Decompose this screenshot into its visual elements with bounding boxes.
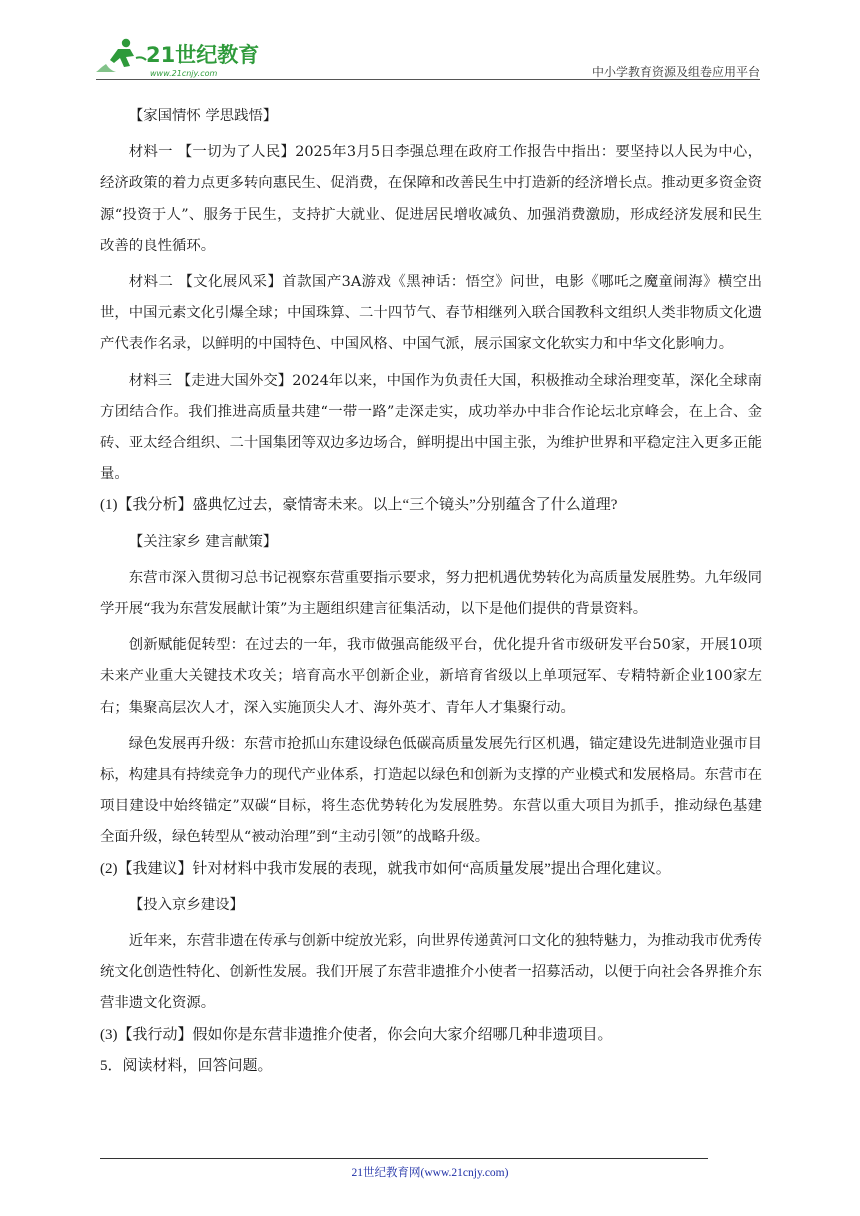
document-body [100, 101, 762, 1082]
material-3-label: 材料三 [128, 372, 173, 389]
question-1: (1)【我分析】盛典忆过去，豪情寄未来。以上“三个镜头”分别蕴含了什么道理? [100, 497, 618, 514]
material-2 [100, 267, 762, 361]
material-2-label: 材料二 [128, 274, 174, 291]
page-footer: 21世纪教育网(www.21cnjy.com) [351, 1167, 509, 1179]
page-header [96, 30, 760, 80]
header-divider [96, 79, 760, 80]
header-platform-name: 中小学教育资源及组卷应用平台 [591, 65, 760, 79]
material-1 [100, 137, 762, 262]
material-3 [100, 366, 762, 491]
material-2-text: 【文化展风采】首款国产3A游戏《黑神话：悟空》问世，电影《哪吒之魔童闹海》横空出世，中国元素文化引爆全球；中国珠算、二十四节气、春节相继列入联合国教科文组织人类非物质文化遗产代表作名录，以鲜明的中国特色、中国风格、中国气派，展示国家文化软实力和中华文化影响力。 [100, 274, 762, 353]
logo-url: www.21cnjy.com [150, 69, 218, 78]
section-2-intro: 东营市深入贯彻习总书记视察东营重要指示要求，努力把机遇优势转化为高质量发展胜势。九年级同学开展“我为东营发展献计策”为主题组织建言征集活动，以下是他们提供的背景资料。 [100, 569, 762, 618]
section-2-green: 绿色发展再升级：东营市抢抓山东建设绿色低碳高质量发展先行区机遇，锚定建设先进制造业强市目标，构建具有持续竞争力的现代产业体系，打造起以绿色和创新为支撑的产业模式和发展格局。东营市在项目建设中始终锚定”双碳“目标，将生态优势转化为发展胜势。东营以重大项目为抓手，推动绿色基建全面升级，绿色转型从“被动治理”到“主动引领”的战略升级。 [100, 735, 762, 846]
section-title-2: 【关注家乡 建言献策】 [128, 533, 278, 550]
section-title-1: 【家国情怀 学思践悟】 [128, 108, 278, 124]
question-3: (3)【我行动】假如你是东营非遗推介使者，你会向大家介绍哪几种非遗项目。 [100, 1026, 613, 1043]
section-3-text: 近年来，东营非遗在传承与创新中绽放光彩，向世界传递黄河口文化的独特魅力，为推动我市优秀传统文化创造性特化、创新性发展。我们开展了东营非遗推介小使者一招募活动，以便于向社会各界推介东营非遗文化资源。 [100, 933, 762, 1012]
section-2-innovation: 创新赋能促转型：在过去的一年，我市做强高能级平台，优化提升省市级研发平台50家，开展10项未来产业重大关键技术攻关；培育高水平创新企业，新培育省级以上单项冠军、专精特新企业100家左右；集聚高层次人才，深入实施顶尖人才、海外英才、青年人才集聚行动。 [100, 637, 762, 716]
material-3-text: 【走进大国外交】2024年以来，中国作为负责任大国，积极推动全球治理变革，深化全球南方团结合作。我们推进高质量共建“一带一路”走深走实，成功举办中非合作论坛北京峰会，在上合、金砖、亚太经合组织、二十国集团等双边多边场合，鲜明提出中国主张，为维护世界和平稳定注入更多正能量。 [100, 372, 762, 483]
question-5: 5．阅读材料，回答问题。 [100, 1057, 273, 1074]
question-2: (2)【我建议】针对材料中我市发展的表现，就我市如何“高质量发展”提出合理化建议。 [100, 860, 671, 877]
logo-21cnjy [96, 36, 266, 80]
section-title-3: 【投入京乡建设】 [128, 896, 244, 913]
logo-text: 21世纪教育 [146, 43, 260, 67]
material-1-label: 材料一 [128, 144, 173, 161]
material-1-text: 【一切为了人民】2025年3月5日李强总理在政府工作报告中指出：要坚持以人民为中心，经济政策的着力点更多转向惠民生、促消费，在保障和改善民生中打造新的经济增长点。推动更多资金资源“投资于人”、服务于民生，支持扩大就业、促进居民增收减负、加强消费激励，形成经济发展和民生改善的良性循环。 [100, 144, 762, 254]
footer-divider [100, 1158, 708, 1159]
